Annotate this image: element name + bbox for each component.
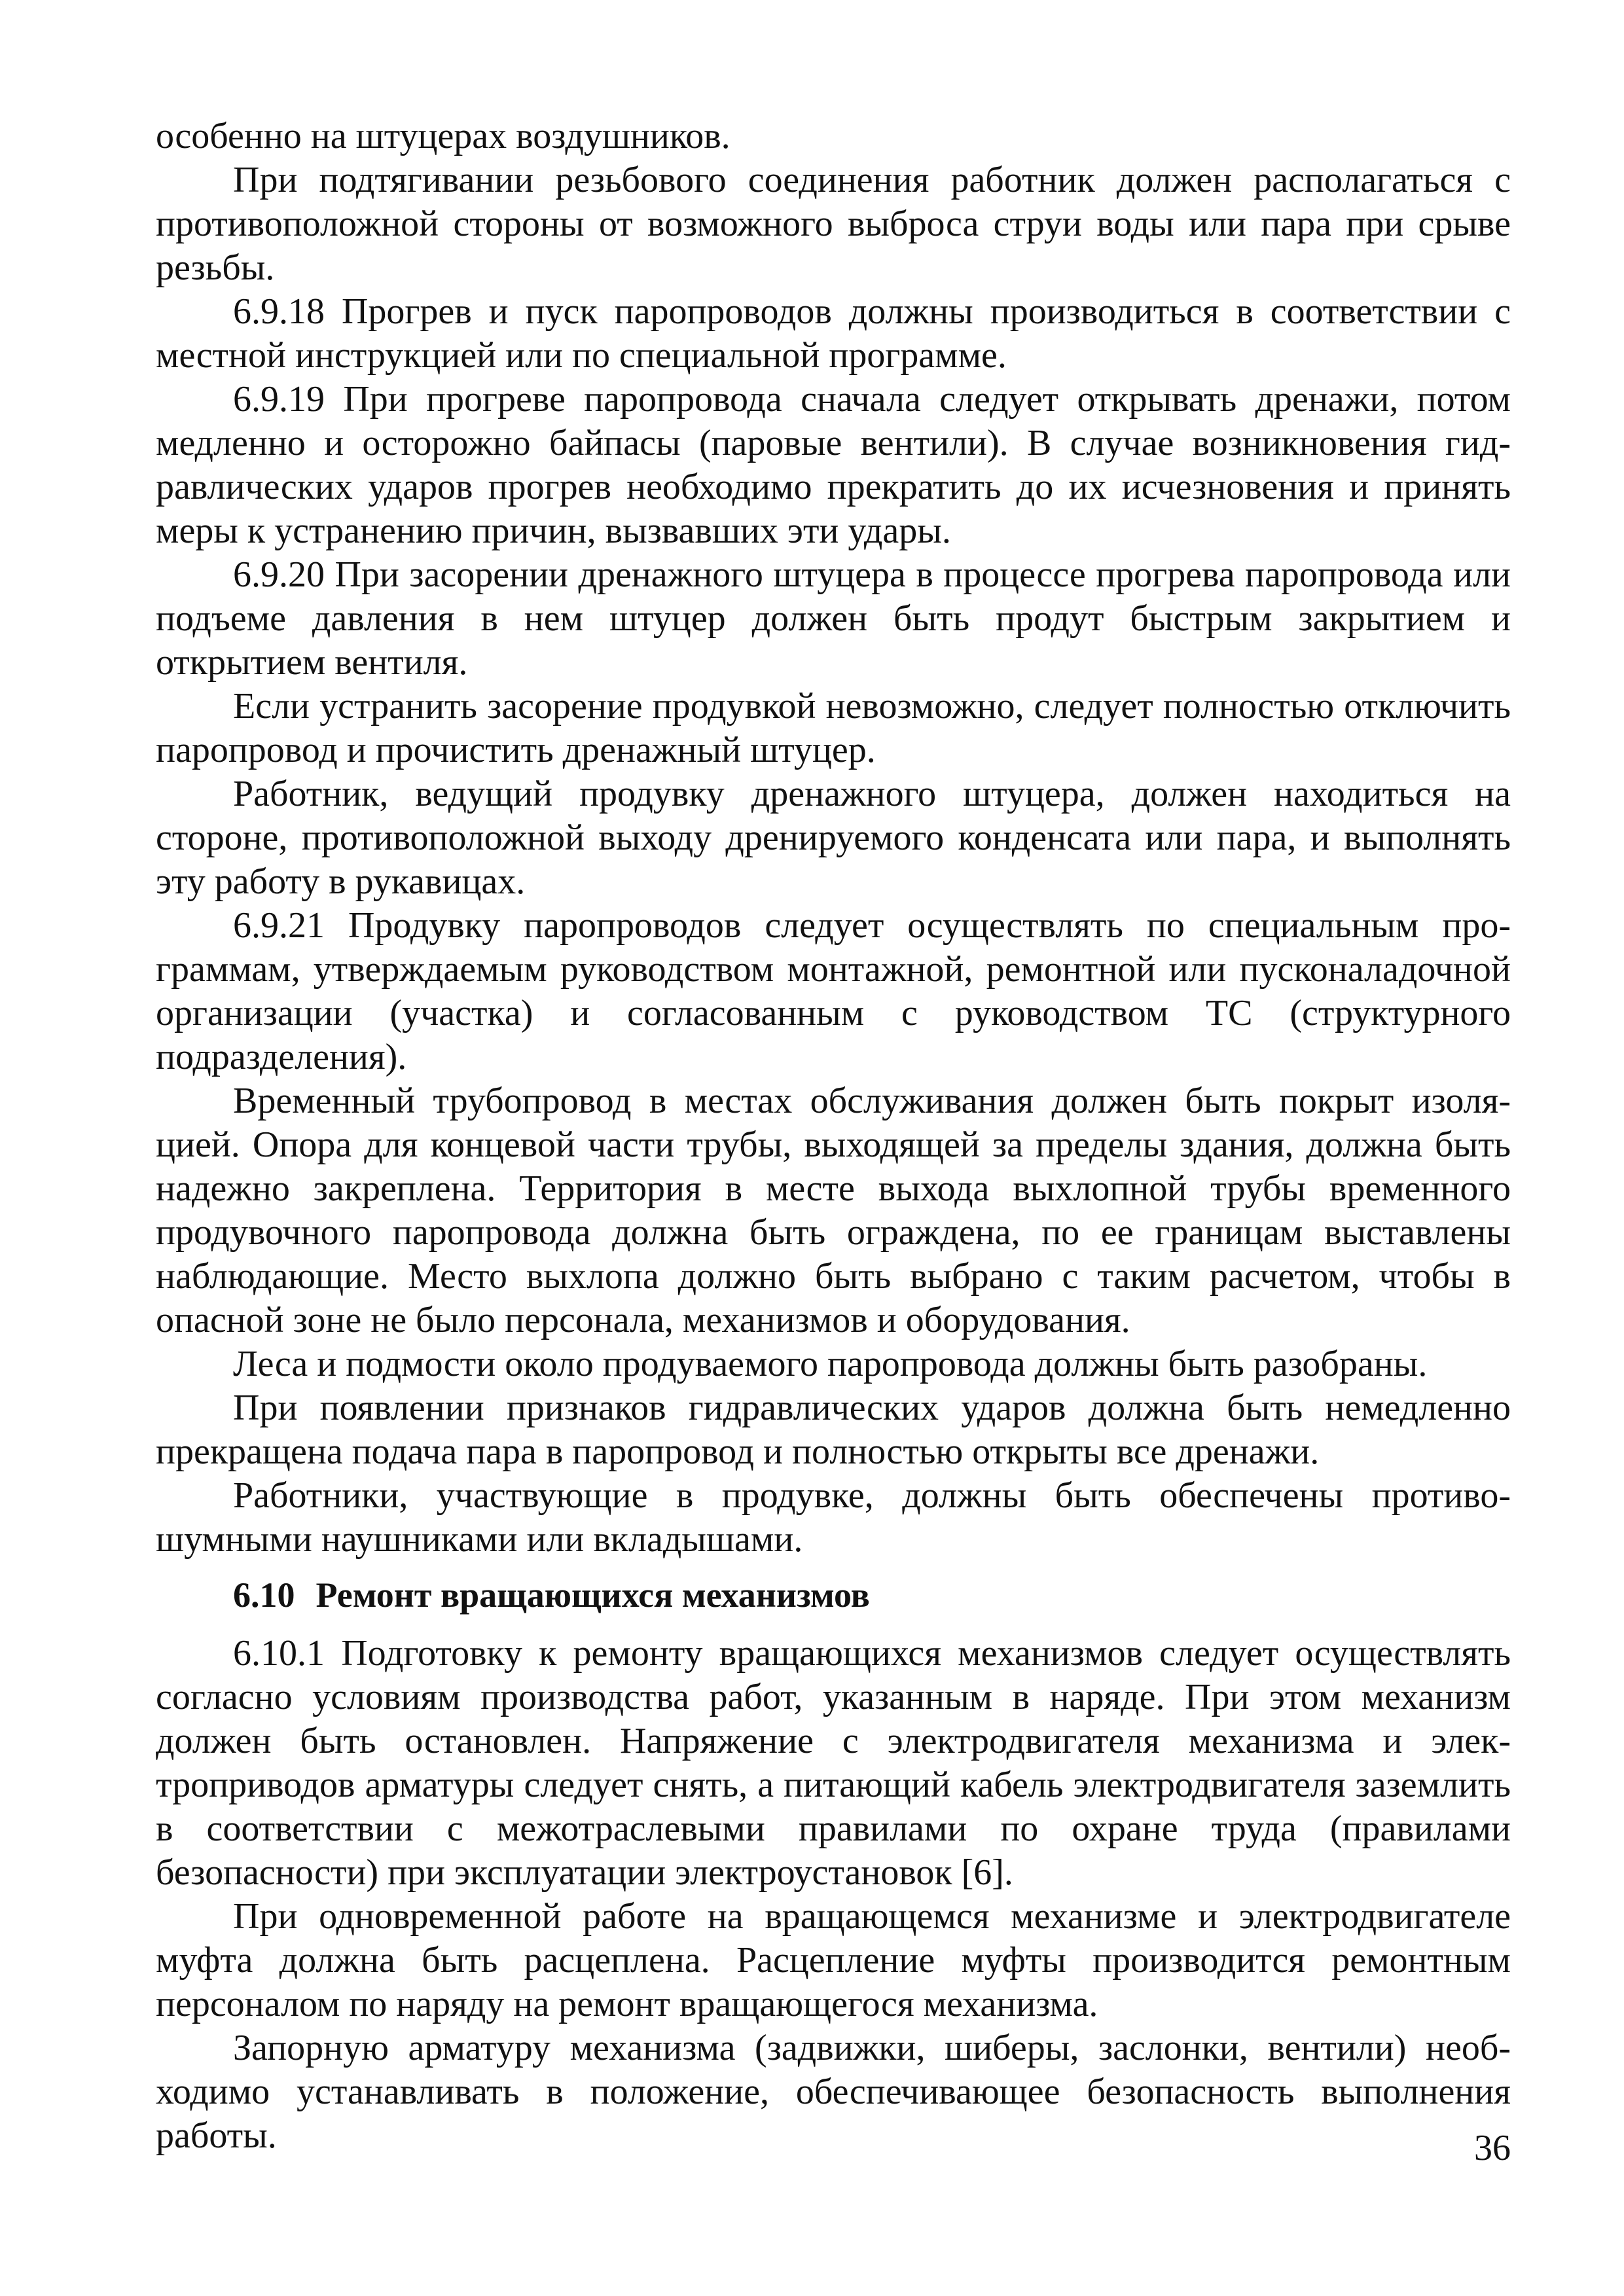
- paragraph: Если устранить засорение продувкой невозможно, следует полностью отключить паропровод и прочистить дренажный штуцер.: [156, 686, 1511, 770]
- paragraph-6-9-21: 6.9.21 Продувку паропроводов следует осуществлять по специальным программам, утверждаемым руководством монтажной, ремонтной или пусконаладочной организации (участка) и согласованным с руководством ТС (структурного подразделения).: [156, 905, 1511, 1077]
- paragraph: При появлении признаков гидравлических ударов должна быть немедленно прекращена подача пара в паропровод и полностью открыты все дренажи.: [156, 1388, 1511, 1472]
- paragraph: Работники, участвующие в продувке, должны быть обеспечены противошумными наушниками или вкладышами.: [156, 1475, 1511, 1560]
- paragraph-6-9-18: 6.9.18 Прогрев и пуск паропроводов должны производиться в соответствии с местной инструкцией или по специальной программе.: [156, 291, 1511, 376]
- paragraph: Временный трубопровод в местах обслуживания должен быть покрыт изоляцией. Опора для концевой части трубы, выходящей за пределы здания, должна быть надежно закреплена. Территория в месте выхода выхлопной трубы временного продувочного паропровода должна быть ограждена, по ее границам выставлены наблюдающие. Место выхлопа должно быть выбрано с таким расчетом, чтобы в опасной зоне не было персонала, механизмов и оборудования.: [156, 1081, 1511, 1340]
- paragraph-6-9-19: 6.9.19 При прогреве паропровода сначала следует открывать дренажи, потом медленно и осторожно байпасы (паровые вентили). В случае возникновения гидравлических ударов прогрев необходимо прекратить до их исчезновения и принять меры к устранению причин, вызвавших эти удары.: [156, 379, 1511, 551]
- paragraph-6-9-20: 6.9.20 При засорении дренажного штуцера в процессе прогрева паропровода или подъеме давления в нем штуцер должен быть продут быстрым закрытием и открытием вентиля.: [156, 554, 1511, 683]
- section-number: 6.10: [233, 1575, 295, 1615]
- paragraph: Леса и подмости около продуваемого паропровода должны быть разобраны.: [233, 1344, 1428, 1384]
- document-page: [156, 115, 1511, 2158]
- paragraph-6-10-1: 6.10.1 Подготовку к ремонту вращающихся механизмов следует осуществлять согласно условиям производства работ, указанным в наряде. При этом механизм должен быть остановлен. Напряжение с электродвигателя механизма и электроприводов арматуры следует снять, а питающий кабель электродвигателя заземлить в соответствии с межотраслевыми правилами по охране труда (правилами безопасности) при эксплуатации электроустановок [6].: [156, 1633, 1511, 1893]
- paragraph: При одновременной работе на вращающемся механизме и электродвигателе муфта должна быть расцеплена. Расцепление муфты производится ремонтным персоналом по наряду на ремонт вращающегося механизма.: [156, 1896, 1511, 2024]
- section-title: Ремонт вращающихся механизмов: [316, 1575, 870, 1615]
- paragraph: Работник, ведущий продувку дренажного штуцера, должен находиться на стороне, противоположной выходу дренируемого конденсата или пара, и выполнять эту работу в рукавицах.: [156, 774, 1511, 902]
- body-text-after: [156, 1632, 1511, 2158]
- paragraph: особенно на штуцерах воздушников.: [156, 116, 731, 156]
- paragraph: При подтягивании резьбового соединения работник должен располагаться с противоположной стороны от возможного выброса струи воды или пара при срыве резьбы.: [156, 160, 1511, 288]
- section-heading: [156, 1573, 1511, 1617]
- page-number: 36: [1474, 2128, 1511, 2168]
- paragraph: Запорную арматуру механизма (задвижки, шиберы, заслонки, вентили) необходимо устанавливать в положение, обеспечивающее безопасность выполнения работы.: [156, 2028, 1511, 2156]
- body-text-before: [156, 115, 1511, 1562]
